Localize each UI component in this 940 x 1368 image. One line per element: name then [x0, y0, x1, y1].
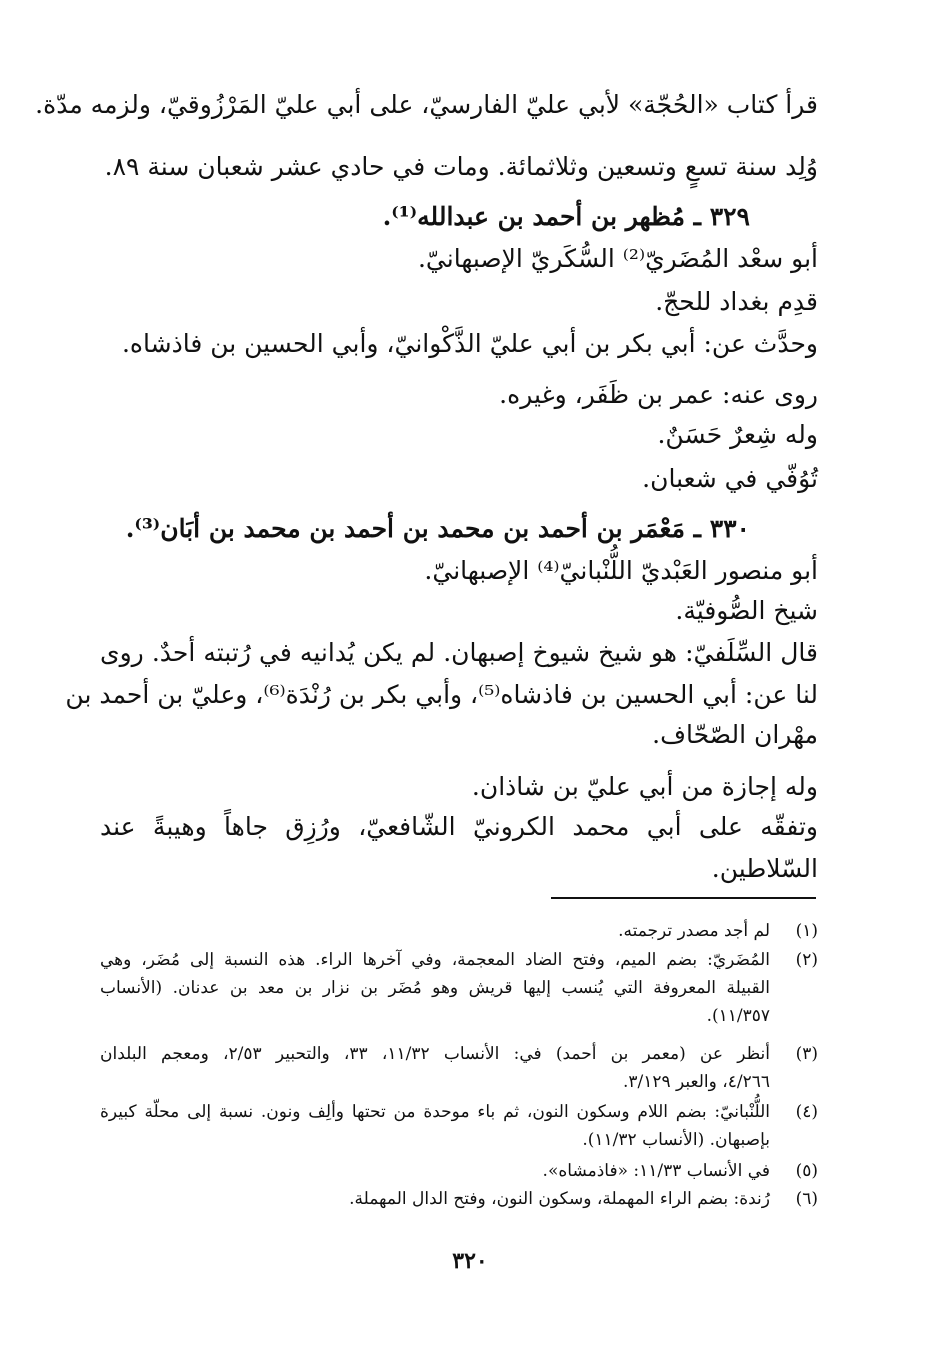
body-line: شيخ الصُّوفيّة.: [675, 596, 818, 625]
body-line: قرأ كتاب «الحُجّة» لأبي عليّ الفارسيّ، على أبي عليّ المَرْزُوقيّ، ولزمه مدّة.: [35, 90, 818, 119]
footnote-number: (١): [795, 921, 818, 941]
body-line: وتفقّه على أبي محمد الكرونيّ الشّافعيّ، ورُزِق جاهاً وهيبةً عند: [100, 812, 818, 841]
footnote-text: اللُّنْبانيّ: بضم اللام وسكون النون، ثم باء موحدة من تحتها وألِف ونون. نسبة إلى محلّة كبيرة: [100, 1102, 770, 1122]
body-line: روى عنه: عمر بن ظَفَر، وغيره.: [499, 380, 818, 409]
body-line: قال السِّلَفيّ: هو شيخ شيوخ إصبهان. لم يكن يُدانيه في رُتبته أحدٌ. روى: [100, 638, 818, 667]
footnote-text: بإصبهان. (الأنساب ١١/٣٢).: [582, 1130, 770, 1150]
body-line: لنا عن: أبي الحسين بن فاذشاه⁽⁵⁾، وأبي بكر بن رُنْدَة⁽⁶⁾، وعليّ بن أحمد بن: [65, 680, 818, 709]
footnote-separator: [551, 897, 816, 899]
footnote-text: القبيلة المعروفة التي يُنسب إليها قريش وهو مُضَر بن نزار بن معد بن عدنان. (الأنساب: [100, 978, 770, 998]
body-line: وله إجازة من أبي عليّ بن شاذان.: [471, 772, 818, 801]
footnote-number: (٣): [795, 1044, 818, 1064]
footnote-text: أنظر عن (معمر بن أحمد) في: الأنساب ١١/٣٢، ٣٣، والتحبير ٢/٥٣، ومعجم البلدان: [100, 1044, 770, 1064]
body-line: قدِم بغداد للحجّ.: [655, 287, 818, 316]
body-line: وُلِد سنة تسعٍ وتسعين وثلاثمائة. ومات في حادي عشر شعبان سنة ٨٩.: [104, 152, 818, 181]
footnote-text: رُندة: بضم الراء المهملة، وسكون النون، وفتح الدال المهملة.: [349, 1189, 770, 1209]
footnote-number: (٥): [795, 1161, 818, 1181]
footnote-number: (٢): [795, 950, 818, 970]
footnote-number: (٤): [795, 1102, 818, 1122]
footnote-text: ١١/٣٥٧).: [706, 1006, 770, 1026]
body-line: وله شِعرٌ حَسَنٌ.: [657, 420, 818, 449]
body-line: مهْران الصّحّاف.: [652, 720, 818, 749]
entry-heading-330: ٣٣٠ ـ مَعْمَر بن أحمد بن محمد بن أحمد بن محمد بن أبَان⁽³⁾.: [125, 514, 750, 543]
entry-heading-329: ٣٢٩ ـ مُظهر بن أحمد بن عبدالله⁽¹⁾.: [382, 202, 750, 231]
body-line: وحدَّث عن: أبي بكر بن أبي عليّ الذَّكْوانيّ، وأبي الحسين بن فاذشاه.: [121, 329, 818, 358]
body-line: أبو سعْد المُضَريّ⁽²⁾ السُّكَريّ الإصبهانيّ.: [417, 244, 818, 273]
footnote-text: لم أجد مصدر ترجمته.: [618, 921, 770, 941]
footnote-text: ٤/٢٦٦، والعبر ٣/١٢٩.: [622, 1072, 770, 1092]
footnote-text: في الأنساب ١١/٣٣: «فاذمشاه».: [542, 1161, 770, 1181]
body-line: أبو منصور العَبْديّ اللُّنْبانيّ⁽⁴⁾ الإصبهانيّ.: [424, 556, 818, 585]
footnote-number: (٦): [795, 1189, 818, 1209]
page-number: ٣٢٠: [452, 1248, 488, 1274]
body-line: تُوُفّي في شعبان.: [642, 464, 818, 493]
body-line: السّلاطين.: [711, 854, 818, 883]
footnote-text: المُضَريّ: بضم الميم، وفتح الضاد المعجمة، وفي آخرها الراء. هذه النسبة إلى مُضَر، وهي: [100, 950, 770, 970]
